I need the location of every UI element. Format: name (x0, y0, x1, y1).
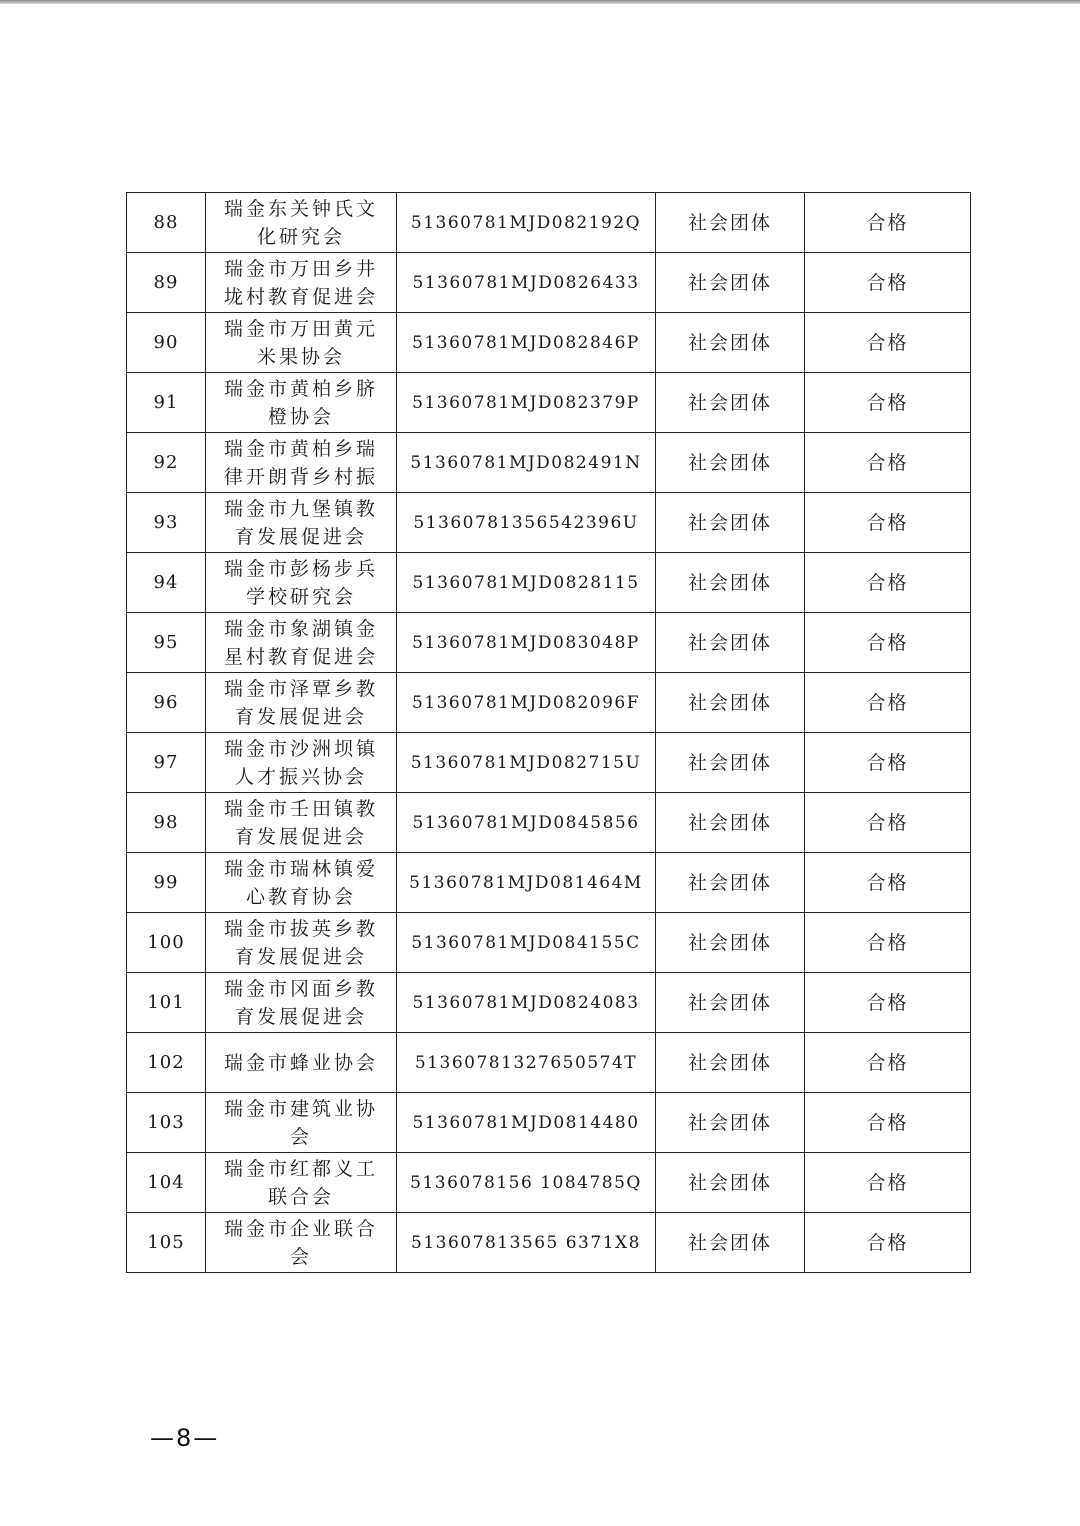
row-number: 104 (127, 1153, 206, 1213)
organization-name: 瑞金市黄柏乡瑞律开朗背乡村振 (206, 433, 397, 493)
credit-code: 51360781MJD0828115 (397, 553, 656, 613)
table-row (127, 1093, 971, 1153)
credit-code: 51360781MJD084155C (397, 913, 656, 973)
row-number: 99 (127, 853, 206, 913)
table-row (127, 973, 971, 1033)
credit-code: 51360781356542396U (397, 493, 656, 553)
inspection-result: 合格 (805, 733, 971, 793)
row-number: 89 (127, 253, 206, 313)
credit-code: 51360781MJD082715U (397, 733, 656, 793)
registry-table (126, 192, 971, 1273)
row-number: 103 (127, 1093, 206, 1153)
row-number: 105 (127, 1213, 206, 1273)
table-row (127, 313, 971, 373)
organization-type: 社会团体 (656, 553, 805, 613)
credit-code: 5136078156 1084785Q (397, 1153, 656, 1213)
organization-name: 瑞金市蜂业协会 (206, 1033, 397, 1093)
organization-type: 社会团体 (656, 973, 805, 1033)
credit-code: 51360781MJD082491N (397, 433, 656, 493)
organization-name: 瑞金市九堡镇教育发展促进会 (206, 493, 397, 553)
inspection-result: 合格 (805, 973, 971, 1033)
row-number: 97 (127, 733, 206, 793)
row-number: 96 (127, 673, 206, 733)
credit-code: 513607813565 6371X8 (397, 1213, 656, 1273)
credit-code: 51360781MJD083048P (397, 613, 656, 673)
organization-name: 瑞金市黄柏乡脐橙协会 (206, 373, 397, 433)
inspection-result: 合格 (805, 1033, 971, 1093)
row-number: 90 (127, 313, 206, 373)
organization-name: 瑞金市象湖镇金星村教育促进会 (206, 613, 397, 673)
inspection-result: 合格 (805, 673, 971, 733)
row-number: 91 (127, 373, 206, 433)
credit-code: 51360781MJD081464M (397, 853, 656, 913)
organization-type: 社会团体 (656, 433, 805, 493)
organization-type: 社会团体 (656, 313, 805, 373)
inspection-result: 合格 (805, 493, 971, 553)
credit-code: 51360781MJD082846P (397, 313, 656, 373)
organization-name: 瑞金市建筑业协会 (206, 1093, 397, 1153)
row-number: 95 (127, 613, 206, 673)
inspection-result: 合格 (805, 1213, 971, 1273)
organization-name: 瑞金市泽覃乡教育发展促进会 (206, 673, 397, 733)
organization-type: 社会团体 (656, 373, 805, 433)
credit-code: 51360781MJD0826433 (397, 253, 656, 313)
table-row (127, 373, 971, 433)
table-row (127, 253, 971, 313)
credit-code: 51360781327650574T (397, 1033, 656, 1093)
table-row (127, 793, 971, 853)
credit-code: 51360781MJD082192Q (397, 193, 656, 253)
inspection-result: 合格 (805, 853, 971, 913)
table-row (127, 1033, 971, 1093)
table-body (127, 193, 971, 1273)
credit-code: 51360781MJD082096F (397, 673, 656, 733)
organization-name: 瑞金市瑞林镇爱心教育协会 (206, 853, 397, 913)
row-number: 94 (127, 553, 206, 613)
credit-code: 51360781MJD0824083 (397, 973, 656, 1033)
inspection-result: 合格 (805, 253, 971, 313)
row-number: 93 (127, 493, 206, 553)
organization-name: 瑞金市红都义工联合会 (206, 1153, 397, 1213)
table-row (127, 193, 971, 253)
row-number: 101 (127, 973, 206, 1033)
inspection-result: 合格 (805, 313, 971, 373)
organization-type: 社会团体 (656, 193, 805, 253)
organization-type: 社会团体 (656, 613, 805, 673)
organization-name: 瑞金市彭杨步兵学校研究会 (206, 553, 397, 613)
organization-type: 社会团体 (656, 493, 805, 553)
table-row (127, 733, 971, 793)
table-row (127, 1213, 971, 1273)
row-number: 98 (127, 793, 206, 853)
row-number: 88 (127, 193, 206, 253)
page-number: —8— (150, 1424, 220, 1452)
organization-name: 瑞金市万田乡井垅村教育促进会 (206, 253, 397, 313)
inspection-result: 合格 (805, 793, 971, 853)
organization-name: 瑞金市壬田镇教育发展促进会 (206, 793, 397, 853)
organization-type: 社会团体 (656, 253, 805, 313)
organization-type: 社会团体 (656, 853, 805, 913)
organization-type: 社会团体 (656, 1213, 805, 1273)
organization-name: 瑞金市万田黄元米果协会 (206, 313, 397, 373)
inspection-result: 合格 (805, 1153, 971, 1213)
table-row (127, 673, 971, 733)
organization-type: 社会团体 (656, 673, 805, 733)
inspection-result: 合格 (805, 553, 971, 613)
credit-code: 51360781MJD082379P (397, 373, 656, 433)
inspection-result: 合格 (805, 433, 971, 493)
inspection-result: 合格 (805, 1093, 971, 1153)
table-row (127, 613, 971, 673)
inspection-result: 合格 (805, 913, 971, 973)
organization-name: 瑞金市沙洲坝镇人才振兴协会 (206, 733, 397, 793)
inspection-result: 合格 (805, 373, 971, 433)
organization-type: 社会团体 (656, 1033, 805, 1093)
row-number: 100 (127, 913, 206, 973)
organization-type: 社会团体 (656, 1093, 805, 1153)
inspection-result: 合格 (805, 613, 971, 673)
table-row (127, 1153, 971, 1213)
table-row (127, 853, 971, 913)
organization-type: 社会团体 (656, 1153, 805, 1213)
table-row (127, 433, 971, 493)
table-row (127, 913, 971, 973)
inspection-result: 合格 (805, 193, 971, 253)
organization-name: 瑞金东关钟氏文化研究会 (206, 193, 397, 253)
credit-code: 51360781MJD0814480 (397, 1093, 656, 1153)
credit-code: 51360781MJD0845856 (397, 793, 656, 853)
organization-name: 瑞金市冈面乡教育发展促进会 (206, 973, 397, 1033)
organization-type: 社会团体 (656, 733, 805, 793)
row-number: 92 (127, 433, 206, 493)
table-row (127, 493, 971, 553)
row-number: 102 (127, 1033, 206, 1093)
organization-name: 瑞金市拔英乡教育发展促进会 (206, 913, 397, 973)
organization-name: 瑞金市企业联合会 (206, 1213, 397, 1273)
organization-type: 社会团体 (656, 913, 805, 973)
scan-top-edge (0, 0, 1080, 4)
organization-type: 社会团体 (656, 793, 805, 853)
table-row (127, 553, 971, 613)
